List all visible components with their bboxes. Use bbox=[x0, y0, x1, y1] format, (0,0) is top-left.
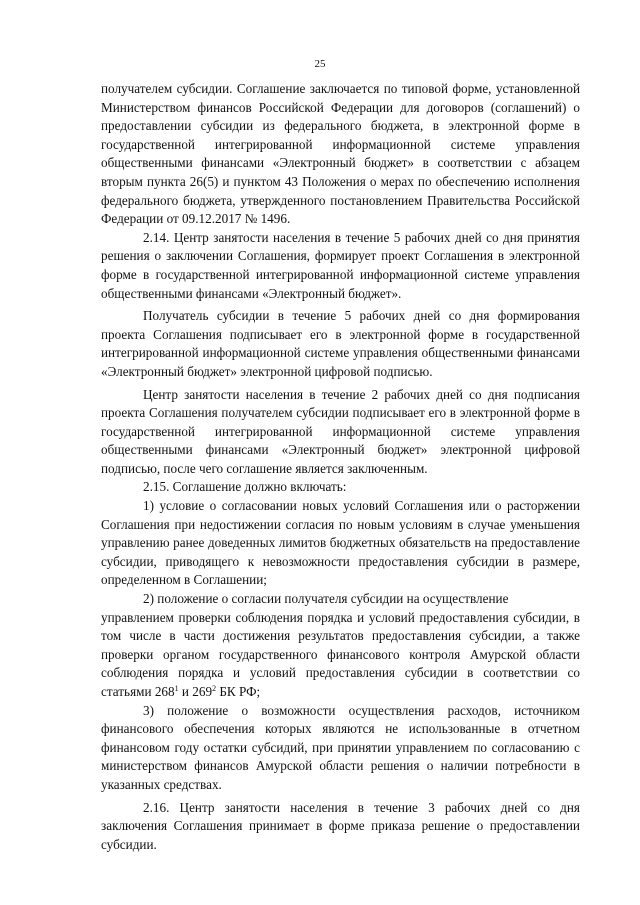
page-number: 25 bbox=[314, 58, 326, 70]
document-body bbox=[101, 80, 580, 854]
superscript-1: 1 bbox=[174, 684, 179, 693]
paragraph-item-2-body bbox=[101, 609, 580, 702]
paragraph-item-2-text: управлением проверки соблюдения порядка и условий предоставления субсидии, в том числе в части достижения результатов предоставления субсидии, а также проверки органом государственного финансового контроля Амурской области соблюдения порядка и условий предоставления субсидии в соответствии со статьями 268 bbox=[101, 609, 580, 699]
paragraph-2-16: 2.16. Центр занятости населения в течение 3 рабочих дней со дня заключения Соглашения принимает в форме приказа решение о предоставлении субсидии. bbox=[101, 799, 580, 852]
paragraph-1: получателем субсидии. Соглашение заключается по типовой форме, установленной Министерством финансов Российской Федерации для договоров (соглашений) о предоставлении субсидии из федерального бюджета, в электронной форме в государственной интегрированной информационной системе управления общественными финансами «Электронный бюджет» в соответствии с абзацем вторым пункта 26(5) и пунктом 43 Положения о мерах по обеспечению исполнения федерального бюджета, утвержденного постановлением Правительства Российской Федерации от 09.12.2017 № 1496. bbox=[101, 81, 580, 227]
superscript-2: 2 bbox=[212, 684, 217, 693]
paragraph-item-2-first-line: 2) положение о согласии получателя субсидии на осуществление bbox=[143, 591, 509, 607]
paragraph-item-3: 3) положение о возможности осуществления расходов, источником финансового обеспечения которых являются не использованные в отчетном финансовом году остатки субсидий, при принятии управлением по согласованию с министерством финансов Амурской области решения о наличии потребности в указанных средствах. bbox=[101, 702, 580, 792]
paragraph-2-14: 2.14. Центр занятости населения в течение 5 рабочих дней со дня принятия решения о заключении Соглашения, формирует проект Соглашения в электронной форме в государственной интегрированной информационной системе управления общественными финансами «Электронный бюджет». bbox=[101, 229, 580, 301]
paragraph-signing-recipient: Получатель субсидии в течение 5 рабочих дней со дня формирования проекта Соглашения подписывает его в электронной форме в государственной интегрированной информационной системе управления общественными финансами «Электронный бюджет» электронной цифровой подписью. bbox=[101, 308, 580, 379]
paragraph-item-2-text-mid: и 269 bbox=[178, 684, 213, 699]
paragraph-2-15: 2.15. Соглашение должно включать: bbox=[143, 479, 347, 495]
paragraph-item-1: 1) условие о согласовании новых условий Соглашения или о расторжении Соглашения при недостижении согласия по новым условиям в случае уменьшения управлению ранее доведенных лимитов бюджетных обязательств на предоставление субсидии, приводящего к невозможности предоставления субсидии в размере, определенном в Соглашении; bbox=[101, 498, 580, 588]
paragraph-signing-center: Центр занятости населения в течение 2 рабочих дней со дня подписания проекта Соглашения получателем субсидии подписывает его в электронной форме в государственной интегрированной информационной системе управления общественными финансами «Электронный бюджет» электронной цифровой подписью, после чего соглашение является заключенным. bbox=[101, 386, 580, 476]
paragraph-item-2-text-end: БК РФ; bbox=[216, 684, 261, 699]
